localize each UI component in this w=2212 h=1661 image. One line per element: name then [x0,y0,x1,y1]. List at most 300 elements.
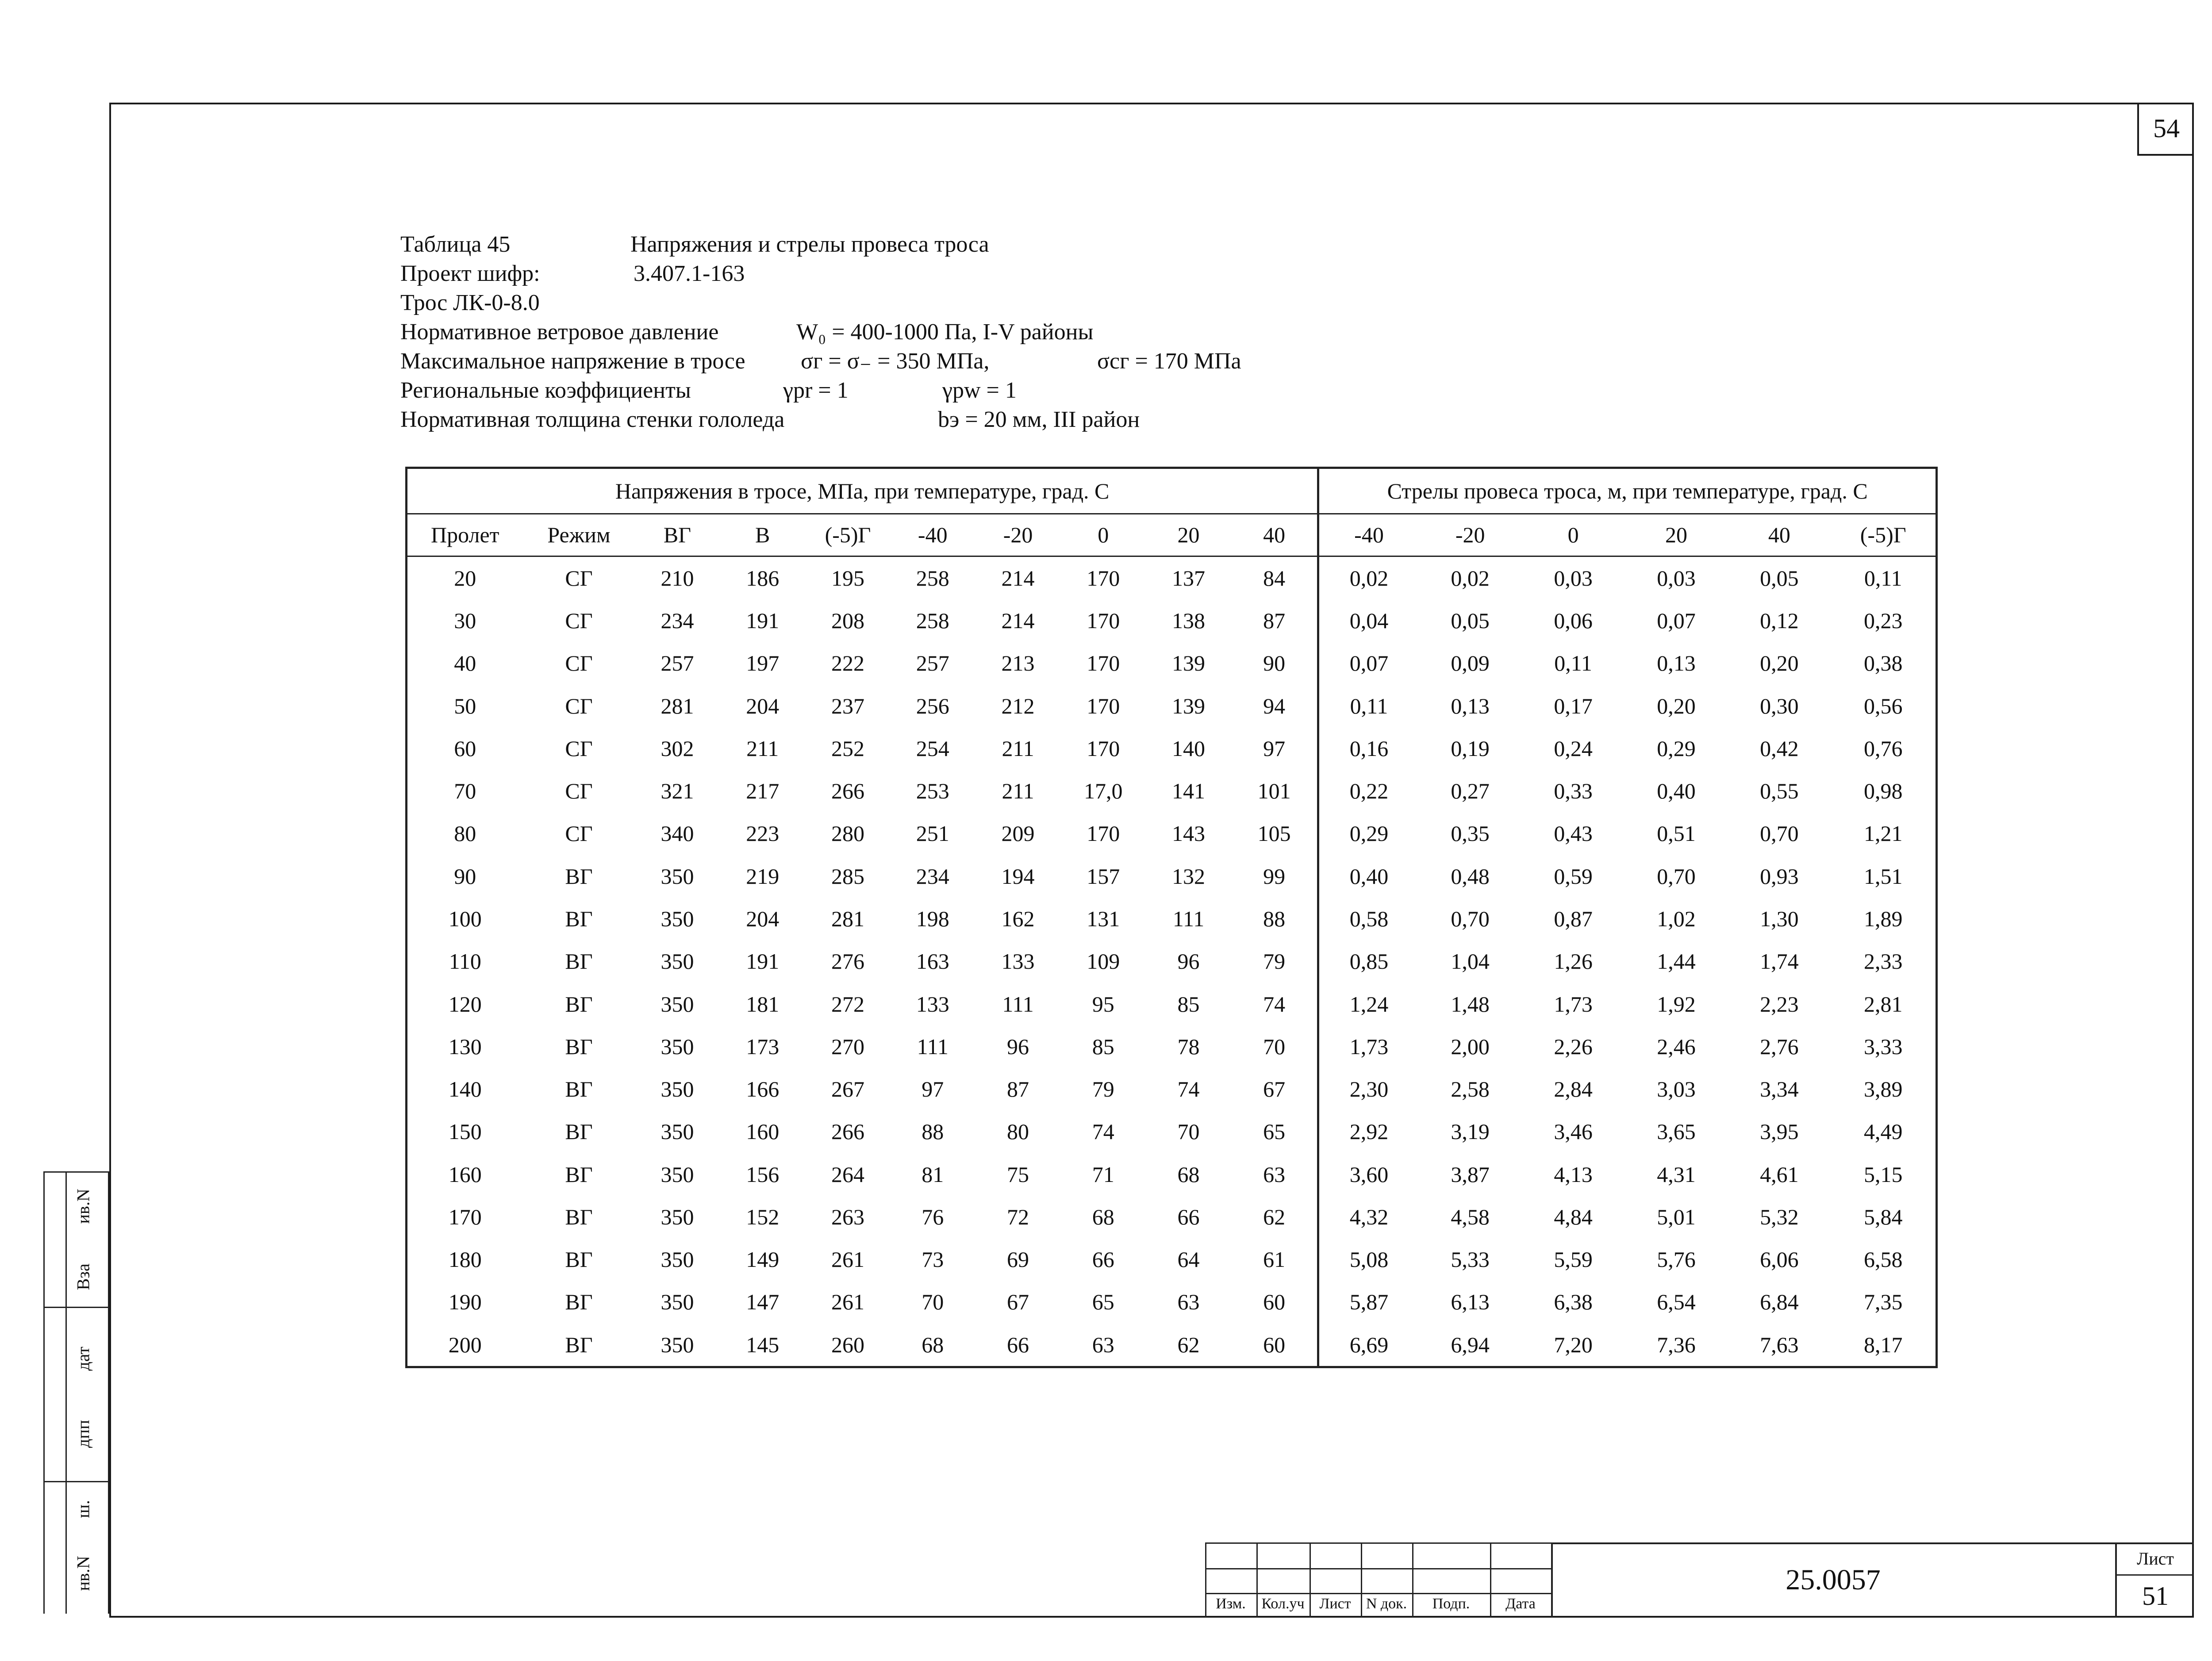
table-cell: 0,13 [1451,693,1490,718]
table-cell: 74 [1092,1119,1114,1144]
table-cell: 0,55 [1760,779,1799,804]
table-cell: 137 [1172,565,1206,591]
table-row [407,982,1937,1025]
project-code-label: Проект шифр: [400,261,540,286]
table-cell: 350 [661,863,694,889]
table-cell: 3,03 [1657,1077,1696,1102]
table-cell: 3,60 [1349,1162,1389,1187]
table-row [407,1068,1937,1110]
table-cell: 67 [1231,1068,1318,1110]
table-cell: 65 [1092,1289,1114,1315]
table-cell: 5,87 [1349,1289,1389,1315]
table-cell: 147 [746,1289,780,1315]
table-cell: 80 [454,821,476,846]
table-cell: 0,85 [1349,949,1389,974]
table-cell: 350 [661,991,694,1017]
table-cell: 62 [1177,1332,1200,1357]
table-cell: 251 [916,821,949,846]
table-cell: 2,46 [1657,1034,1696,1059]
column-header: -20 [1419,514,1522,556]
table-cell: 190 [448,1289,482,1315]
table-cell: 170 [1087,736,1120,761]
table-row [407,684,1937,727]
wind-pressure-value: W₀ = 400-1000 Па, I-V районы [796,319,1094,345]
table-cell: 60 [1231,1281,1318,1323]
column-header: -20 [975,514,1061,556]
table-cell: ВГ [565,1119,593,1144]
ice-thickness-value: bэ = 20 мм, III район [938,407,1140,432]
stamp-label-kol: Кол.уч [1261,1596,1305,1612]
table-cell: 1,26 [1554,949,1593,974]
table-cell: 5,33 [1451,1247,1490,1272]
table-cell: 1,21 [1863,821,1903,846]
table-cell: 2,76 [1760,1034,1799,1059]
table-cell: 8,17 [1863,1332,1903,1357]
table-cell: 105 [1231,812,1318,855]
table-cell: 209 [1001,821,1035,846]
table-cell: 257 [661,651,694,676]
table-cell: ВГ [565,1247,593,1272]
table-cell: 1,73 [1349,1034,1389,1059]
table-cell: 162 [1001,906,1035,931]
table-cell: 211 [746,736,779,761]
table-cell: 160 [448,1162,482,1187]
table-cell: 70 [454,779,476,804]
table-row [407,1025,1937,1068]
table-cell: 0,17 [1554,693,1593,718]
table-cell: 170 [448,1204,482,1229]
table-cell: 0,16 [1349,736,1389,761]
table-cell: 0,59 [1554,863,1593,889]
table-cell: 6,38 [1554,1289,1593,1315]
sheet-number-box [2115,1542,2194,1618]
sheet-label: Лист [2117,1542,2194,1576]
table-cell: 270 [831,1034,864,1059]
table-cell: 6,13 [1451,1289,1490,1315]
table-cell: 4,31 [1657,1162,1696,1187]
column-header: 40 [1231,514,1318,556]
sidebar-label-inv-2: нв.N [73,1556,93,1591]
table-cell: 63 [1092,1332,1114,1357]
table-cell: 0,33 [1554,779,1593,804]
table-cell: 191 [746,608,780,633]
table-cell: 0,56 [1863,693,1903,718]
table-cell: 50 [454,693,476,718]
table-cell: 0,27 [1451,779,1490,804]
table-cell: 7,20 [1554,1332,1593,1357]
table-cell: 66 [1092,1247,1114,1272]
table-cell: 2,58 [1451,1077,1490,1102]
table-cell: 1,44 [1657,949,1696,974]
table-cell: 95 [1092,991,1114,1017]
table-cell: 139 [1172,693,1206,718]
table-cell: 173 [746,1034,780,1059]
table-cell: 150 [448,1119,482,1144]
table-row [407,770,1937,812]
table-cell: 120 [448,991,482,1017]
table-row [407,1281,1937,1323]
table-cell: 0,87 [1554,906,1593,931]
table-cell: 0,23 [1863,608,1903,633]
table-cell: 90 [1231,642,1318,684]
table-cell: 152 [746,1204,780,1229]
group-header-tension: Напряжения в тросе, МПа, при температуре, град. С [407,468,1318,514]
table-cell: 194 [1001,863,1035,889]
table-cell: 2,26 [1554,1034,1593,1059]
table-cell: 87 [1007,1077,1029,1102]
table-cell: 149 [746,1247,780,1272]
table-cell: 266 [831,1119,864,1144]
table-cell: 0,93 [1760,863,1799,889]
table-cell: 217 [746,779,780,804]
table-cell: 350 [661,1204,694,1229]
table-cell: 90 [454,863,476,889]
table-cell: 6,84 [1760,1289,1799,1315]
column-header: -40 [1318,514,1419,556]
stamp-label-podp: Подп. [1432,1596,1470,1612]
table-cell: 84 [1231,556,1318,599]
table-cell: 6,69 [1349,1332,1389,1357]
table-cell: 73 [922,1247,944,1272]
table-cell: СГ [565,651,593,676]
table-cell: 281 [831,906,864,931]
table-cell: 69 [1007,1247,1029,1272]
cable-type: Трос ЛК-0-8.0 [400,290,540,315]
table-cell: 99 [1231,855,1318,898]
table-row [407,642,1937,684]
column-header: 20 [1625,514,1728,556]
table-cell: 0,76 [1863,736,1903,761]
table-cell: 163 [916,949,949,974]
table-cell: 252 [831,736,864,761]
table-caption-title: Напряжения и стрелы провеса троса [630,232,989,257]
table-cell: 258 [916,608,949,633]
table-cell: 61 [1231,1238,1318,1281]
table-cell: 350 [661,1332,694,1357]
max-stress-value-2: σсг = 170 МПа [1097,349,1241,374]
page-number: 54 [2137,103,2194,156]
table-cell: 4,13 [1554,1162,1593,1187]
table-cell: 195 [831,565,864,591]
table-cell: ВГ [565,1289,593,1315]
table-cell: 1,73 [1554,991,1593,1017]
table-cell: 70 [922,1289,944,1315]
table-cell: 211 [1002,779,1034,804]
stamp-label-ndok: N док. [1366,1596,1407,1612]
table-cell: 140 [448,1077,482,1102]
table-cell: 0,30 [1760,693,1799,718]
table-cell: 350 [661,1119,694,1144]
table-cell: 0,02 [1349,565,1389,591]
table-row [407,940,1937,982]
table-cell: 280 [831,821,864,846]
table-cell: 276 [831,949,864,974]
table-cell: 60 [1231,1323,1318,1367]
table-cell: 60 [454,736,476,761]
table-cell: 2,92 [1349,1119,1389,1144]
table-cell: 0,20 [1657,693,1696,718]
table-cell: 264 [831,1162,864,1187]
table-cell: 204 [746,906,780,931]
table-cell: 143 [1172,821,1206,846]
table-cell: 200 [448,1332,482,1357]
table-cell: 0,07 [1657,608,1696,633]
table-cell: 0,11 [1554,651,1592,676]
table-cell: 0,24 [1554,736,1593,761]
table-cell: 212 [1001,693,1035,718]
table-cell: 66 [1177,1204,1200,1229]
table-cell: 71 [1092,1162,1114,1187]
table-cell: 20 [454,565,476,591]
table-cell: 109 [1087,949,1120,974]
table-row [407,898,1937,940]
column-header: 0 [1522,514,1625,556]
sidebar-label-dpp: дпп [73,1419,93,1448]
table-cell: 3,89 [1863,1077,1903,1102]
table-cell: 0,06 [1554,608,1593,633]
table-cell: 85 [1177,991,1200,1017]
table-row [407,556,1937,599]
table-cell: 132 [1172,863,1206,889]
table-cell: 6,58 [1863,1247,1903,1272]
table-cell: 0,35 [1451,821,1490,846]
table-cell: 214 [1001,608,1035,633]
table-cell: 96 [1177,949,1200,974]
table-cell: 2,84 [1554,1077,1593,1102]
regional-coef-label: Региональные коэффициенты [400,378,691,403]
table-cell: 66 [1007,1332,1029,1357]
table-row [407,1238,1937,1281]
table-cell: 157 [1087,863,1120,889]
table-cell: 17,0 [1084,779,1123,804]
table-cell: 214 [1001,565,1035,591]
table-cell: 0,70 [1760,821,1799,846]
regional-coef-value: γpr = 1 [783,378,849,403]
ice-thickness-label: Нормативная толщина стенки гололеда [400,407,785,432]
table-cell: 170 [1087,651,1120,676]
table-cell: 97 [922,1077,944,1102]
table-cell: 213 [1001,651,1035,676]
table-cell: 5,15 [1863,1162,1903,1187]
sidebar-stamp [43,1171,109,1614]
table-cell: 263 [831,1204,864,1229]
table-cell: 76 [922,1204,944,1229]
table-cell: СГ [565,779,593,804]
table-cell: 350 [661,1162,694,1187]
title-block-grid [1205,1542,1551,1618]
table-cell: 0,04 [1349,608,1389,633]
column-header: В [719,514,806,556]
table-cell: 140 [1172,736,1206,761]
table-cell: 88 [922,1119,944,1144]
regional-coef-value-2: γpw = 1 [942,378,1017,403]
table-cell: 160 [746,1119,780,1144]
table-cell: 210 [661,565,694,591]
stamp-label-list: Лист [1319,1596,1351,1612]
table-cell: 0,05 [1451,608,1490,633]
table-cell: 63 [1231,1153,1318,1196]
table-cell: 223 [746,821,780,846]
table-cell: СГ [565,821,593,846]
table-cell: 2,30 [1349,1077,1389,1102]
table-cell: 0,38 [1863,651,1903,676]
column-header: Пролет [407,514,523,556]
table-cell: 0,48 [1451,863,1490,889]
table-cell: 4,84 [1554,1204,1593,1229]
document-code: 25.0057 [1786,1564,1881,1596]
stamp-label-data: Дата [1505,1596,1536,1612]
table-cell: 138 [1172,608,1206,633]
table-cell: 101 [1231,770,1318,812]
table-cell: 0,42 [1760,736,1799,761]
table-cell: 198 [916,906,949,931]
table-cell: 0,05 [1760,565,1799,591]
table-cell: 3,46 [1554,1119,1593,1144]
table-cell: СГ [565,565,593,591]
table-cell: 7,36 [1657,1332,1696,1357]
table-cell: 70 [1231,1025,1318,1068]
table-cell: 145 [746,1332,780,1357]
table-cell: 0,11 [1350,693,1388,718]
table-cell: 75 [1007,1162,1029,1187]
table-cell: 2,33 [1863,949,1903,974]
table-cell: 130 [448,1034,482,1059]
table-cell: 5,01 [1657,1204,1696,1229]
table-cell: 74 [1231,982,1318,1025]
project-code-value: 3.407.1-163 [634,261,745,286]
table-cell: 85 [1092,1034,1114,1059]
column-header: (-5)Г [1831,514,1936,556]
table-cell: 65 [1231,1110,1318,1153]
table-cell: 350 [661,949,694,974]
sidebar-label-dat: дат [73,1346,93,1371]
column-header: 20 [1146,514,1231,556]
table-cell: 111 [1172,906,1205,931]
wind-pressure-label: Нормативное ветровое давление [400,319,719,345]
table-cell: 3,19 [1451,1119,1490,1144]
table-cell: 211 [1002,736,1034,761]
table-cell: 7,35 [1863,1289,1903,1315]
table-cell: 261 [831,1289,864,1315]
table-cell: 40 [454,651,476,676]
table-cell: 5,59 [1554,1247,1593,1272]
table-cell: ВГ [565,949,593,974]
table-cell: 281 [661,693,694,718]
table-cell: 5,76 [1657,1247,1696,1272]
table-cell: 170 [1087,565,1120,591]
table-row [407,1323,1937,1367]
table-row [407,812,1937,855]
table-cell: СГ [565,736,593,761]
table-cell: 321 [661,779,694,804]
sag-tension-table [405,467,1938,1368]
table-row [407,1110,1937,1153]
table-cell: 156 [746,1162,780,1187]
table-cell: 111 [917,1034,949,1059]
table-cell: 170 [1087,608,1120,633]
table-cell: 208 [831,608,864,633]
table-cell: СГ [565,608,593,633]
table-cell: 0,58 [1349,906,1389,931]
table-cell: 67 [1007,1289,1029,1315]
table-cell: 266 [831,779,864,804]
table-cell: 7,63 [1760,1332,1799,1357]
sidebar-label-vza: Вза [73,1263,93,1290]
table-cell: 267 [831,1077,864,1102]
column-header: 40 [1728,514,1831,556]
table-cell: 1,30 [1760,906,1799,931]
table-cell: ВГ [565,991,593,1017]
column-header: -40 [890,514,975,556]
table-cell: 74 [1177,1077,1200,1102]
column-header: ВГ [635,514,720,556]
table-cell: 0,03 [1657,565,1696,591]
table-cell: 100 [448,906,482,931]
table-cell: 222 [831,651,864,676]
table-cell: 87 [1231,599,1318,642]
table-row [407,599,1937,642]
column-header: (-5)Г [806,514,890,556]
column-header: Режим [523,514,635,556]
sheet-number: 51 [2142,1581,2169,1611]
table-cell: 68 [922,1332,944,1357]
table-cell: 4,32 [1349,1204,1389,1229]
table-cell: 5,32 [1760,1204,1799,1229]
table-cell: 139 [1172,651,1206,676]
table-cell: 110 [449,949,481,974]
table-cell: 3,87 [1451,1162,1490,1187]
table-cell: 79 [1092,1077,1114,1102]
table-cell: 191 [746,949,780,974]
table-row [407,855,1937,898]
table-cell: 68 [1092,1204,1114,1229]
table-cell: 88 [1231,898,1318,940]
table-cell: 63 [1177,1289,1200,1315]
table-row [407,727,1937,770]
table-cell: 5,84 [1863,1204,1903,1229]
table-cell: 70 [1177,1119,1200,1144]
table-cell: 0,20 [1760,651,1799,676]
table-cell: 0,09 [1451,651,1490,676]
table-cell: 3,95 [1760,1119,1799,1144]
table-cell: 237 [831,693,864,718]
table-cell: ВГ [565,863,593,889]
table-cell: 1,04 [1451,949,1490,974]
table-cell: 30 [454,608,476,633]
table-cell: 133 [1001,949,1035,974]
table-cell: 257 [916,651,949,676]
table-cell: 64 [1177,1247,1200,1272]
column-header: 0 [1060,514,1146,556]
table-cell: 0,29 [1657,736,1696,761]
table-cell: 2,23 [1760,991,1799,1017]
table-cell: 0,40 [1349,863,1389,889]
table-cell: 4,49 [1863,1119,1903,1144]
table-cell: 0,03 [1554,565,1593,591]
table-cell: 3,65 [1657,1119,1696,1144]
table-cell: 62 [1231,1196,1318,1238]
table-cell: 170 [1087,693,1120,718]
sidebar-label-inv: ив.N [73,1189,93,1224]
max-stress-label: Максимальное напряжение в тросе [400,349,745,374]
table-cell: 204 [746,693,780,718]
table-cell: 6,54 [1657,1289,1696,1315]
table-cell: 0,07 [1349,651,1389,676]
table-row [407,1153,1937,1196]
table-cell: 350 [661,1289,694,1315]
table-cell: 131 [1087,906,1120,931]
stamp-label-izm: Изм. [1216,1596,1246,1612]
